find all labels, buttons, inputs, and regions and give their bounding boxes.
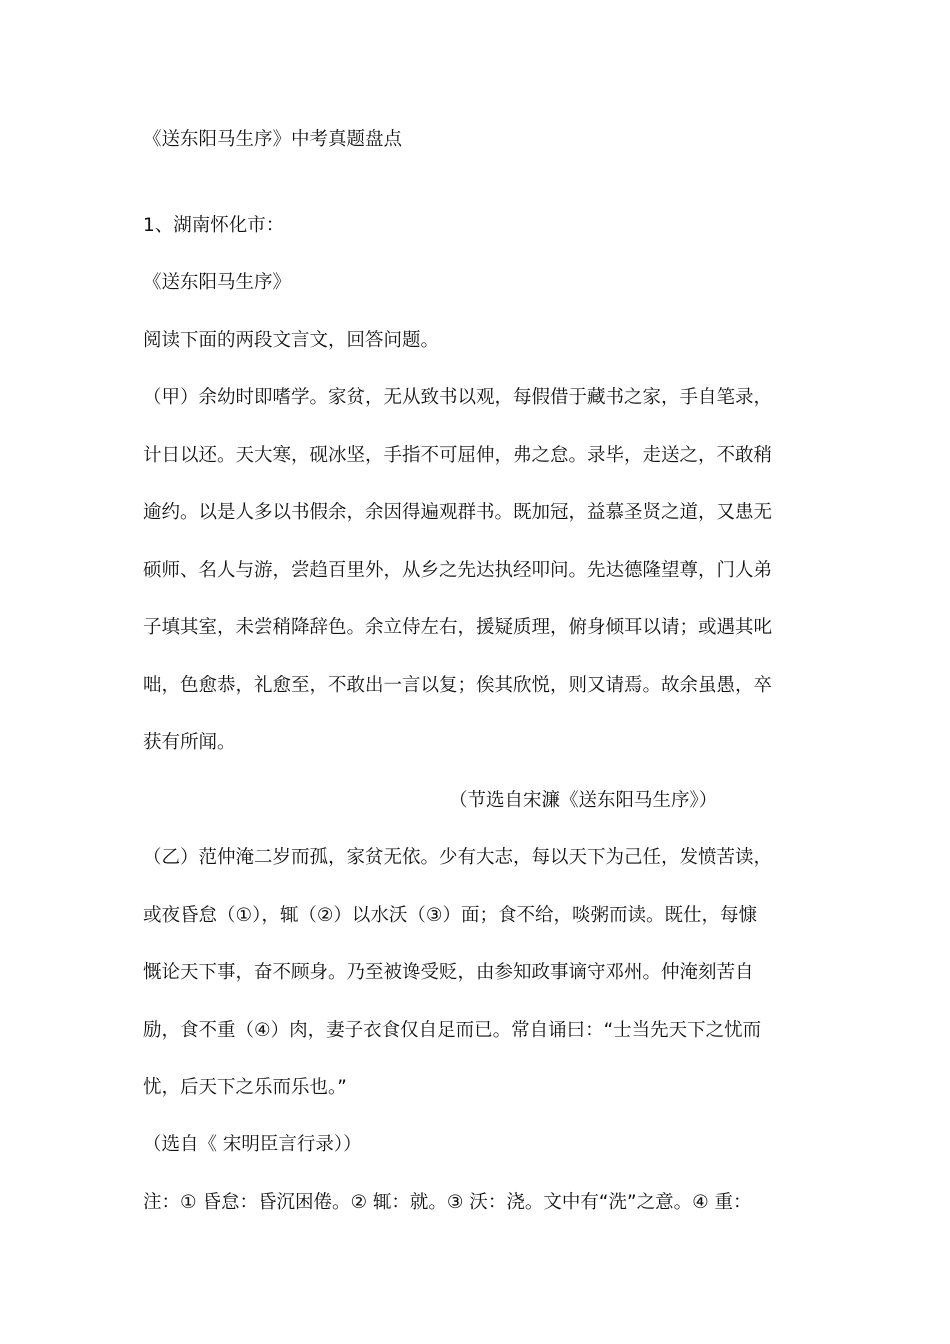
text-title: 《送东阳马生序》 xyxy=(143,272,292,293)
source-b: （选自《 宋明臣言行录）） xyxy=(143,1134,362,1155)
source-a: （节选自宋濂《送东阳马生序》） xyxy=(449,790,718,811)
passage-b-line: 忧，后天下之乐而乐也。” xyxy=(143,1077,347,1098)
section-heading: 1、湖南怀化市： xyxy=(143,215,285,236)
passage-b-line: 励，食不重（④）肉，妻子衣食仅自足而已。常自诵曰：“士当先天下之忧而 xyxy=(143,1020,762,1041)
passage-a-line: （甲）余幼时即嗜学。家贫，无从致书以观，每假借于藏书之家，手自笔录， xyxy=(143,387,773,408)
passage-a-line: 子填其室，未尝稍降辞色。余立侍左右，援疑质理，俯身倾耳以请；或遇其叱 xyxy=(143,617,773,638)
instruction: 阅读下面的两段文言文，回答问题。 xyxy=(143,330,440,351)
passage-b-line: （乙）范仲淹二岁而孤，家贫无依。少有大志，每以天下为己任，发愤苦读， xyxy=(143,847,773,868)
passage-a-line: 咄，色愈恭，礼愈至，不敢出一言以复；俟其欣悦，则又请焉。故余虽愚，卒 xyxy=(143,675,773,696)
passage-b-line: 或夜昏怠（①），辄（②）以水沃（③）面；食不给，啖粥而读。既仕，每慷 xyxy=(143,905,758,926)
passage-a-line: 逾约。以是人多以书假余，余因得遍观群书。既加冠，益慕圣贤之道，又患无 xyxy=(143,502,773,523)
passage-a-line: 硕师、名人与游，尝趋百里外，从乡之先达执经叩问。先达德隆望尊，门人弟 xyxy=(143,560,773,581)
notes: 注：① 昏怠：昏沉困倦。② 辄：就。③ 沃：浇。文中有“洗”之意。④ 重： xyxy=(143,1192,752,1213)
document-title: 《送东阳马生序》中考真题盘点 xyxy=(143,129,403,150)
passage-b-line: 慨论天下事，奋不顾身。乃至被谗受贬，由参知政事谪守邓州。仲淹刻苦自 xyxy=(143,962,754,983)
passage-a-line: 获有所闻。 xyxy=(143,732,236,753)
passage-a-line: 计日以还。天大寒，砚冰坚，手指不可屈伸，弗之怠。录毕，走送之，不敢稍 xyxy=(143,445,773,466)
